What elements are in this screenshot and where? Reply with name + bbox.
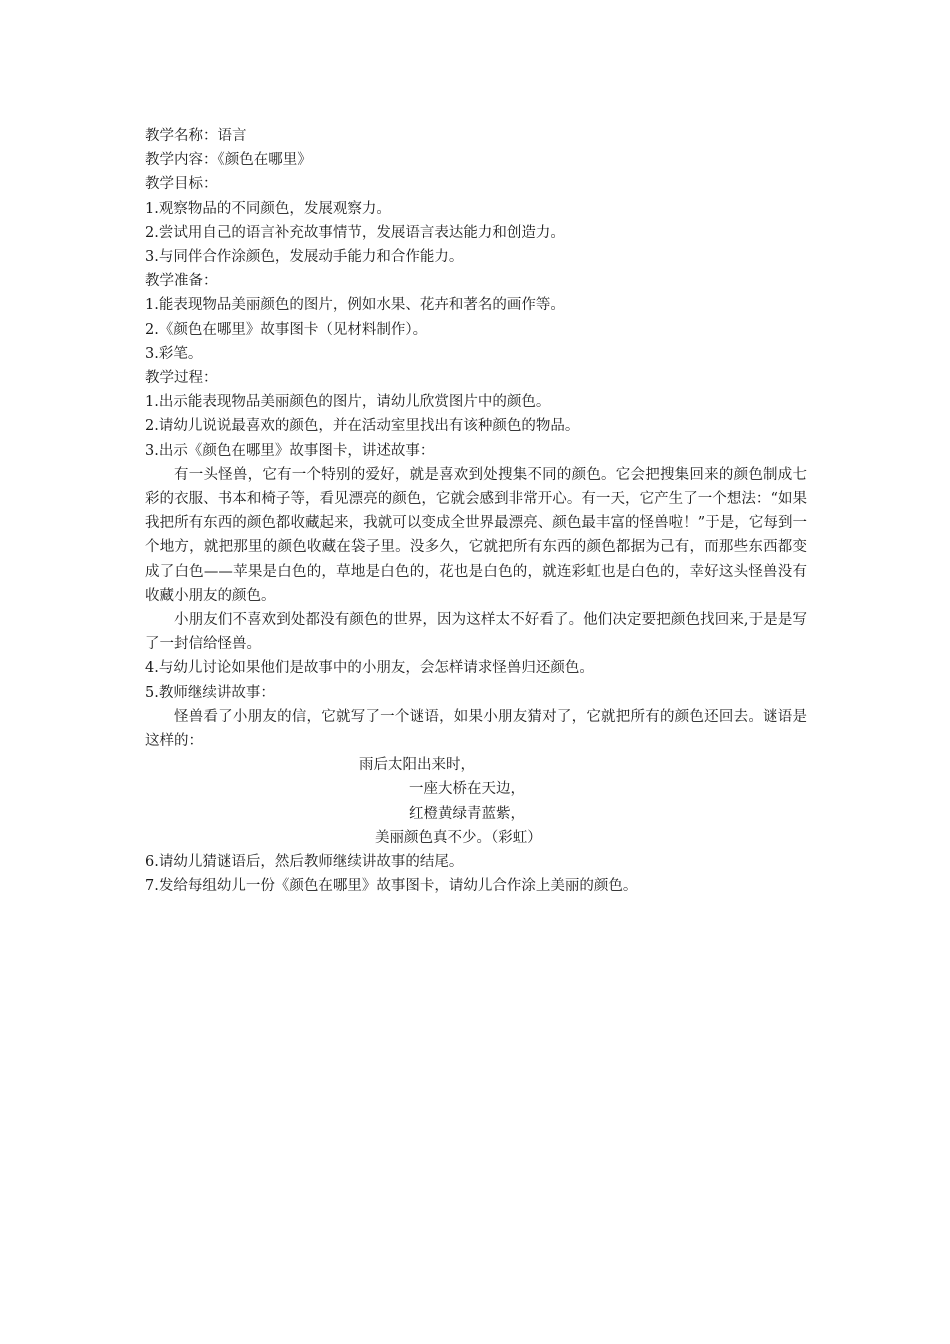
preparation-item: 3.彩笔。 (145, 345, 203, 362)
riddle-line: 红橙黄绿青蓝紫， (409, 805, 525, 822)
preparation-item: 2.《颜色在哪里》故事图卡（见材料制作）。 (145, 321, 428, 338)
riddle-line: 美丽颜色真不少。（彩虹） (375, 829, 542, 846)
process-heading: 教学过程： (145, 370, 218, 387)
lesson-plan-document (145, 124, 807, 899)
objective-item: 1.观察物品的不同颜色，发展观察力。 (145, 200, 391, 217)
story-paragraph: 怪兽看了小朋友的信，它就写了一个谜语，如果小朋友猜对了，它就把所有的颜色还回去。谜语是这样的： (145, 708, 807, 750)
process-step: 6.请幼儿猜谜语后，然后教师继续讲故事的结尾。 (145, 854, 464, 871)
riddle-line: 雨后太阳出来时， (359, 757, 475, 774)
objective-item: 3.与同伴合作涂颜色，发展动手能力和合作能力。 (145, 249, 464, 266)
process-step: 3.出示《颜色在哪里》故事图卡，讲述故事： (145, 442, 435, 459)
process-step: 5.教师继续讲故事： (145, 684, 275, 701)
preparation-item: 1.能表现物品美丽颜色的图片，例如水果、花卉和著名的画作等。 (145, 297, 565, 314)
preparation-heading: 教学准备： (145, 273, 218, 290)
story-paragraph: 有一头怪兽，它有一个特别的爱好，就是喜欢到处搜集不同的颜色。它会把搜集回来的颜色制成七彩的衣服、书本和椅子等，看见漂亮的颜色，它就会感到非常开心。有一天，它产生了一个想法：“如果我把所有东西的颜色都收藏起来，我就可以变成全世界最漂亮、颜色最丰富的怪兽啦！”于是，它每到一个地方，就把那里的颜色收藏在袋子里。没多久，它就把所有东西的颜色都据为己有，而那些东西都变成了白色——苹果是白色的，草地是白色的，花也是白色的，就连彩虹也是白色的，幸好这头怪兽没有收藏小朋友的颜色。 (145, 466, 807, 604)
process-step: 4.与幼儿讨论如果他们是故事中的小朋友，会怎样请求怪兽归还颜色。 (145, 660, 594, 677)
riddle-line: 一座大桥在天边， (409, 781, 525, 798)
process-step: 7.发给每组幼儿一份《颜色在哪里》故事图卡，请幼儿合作涂上美丽的颜色。 (145, 878, 638, 895)
story-paragraph: 小朋友们不喜欢到处都没有颜色的世界，因为这样太不好看了。他们决定要把颜色找回来,于是是写了一封信给怪兽。 (145, 612, 807, 653)
objectives-heading: 教学目标： (145, 176, 218, 193)
lesson-content: 教学内容：《颜色在哪里》 (145, 152, 312, 169)
objective-item: 2.尝试用自己的语言补充故事情节，发展语言表达能力和创造力。 (145, 224, 565, 241)
lesson-name: 教学名称：语言 (145, 128, 247, 144)
process-step: 1.出示能表现物品美丽颜色的图片，请幼儿欣赏图片中的颜色。 (145, 394, 551, 411)
process-step: 2.请幼儿说说最喜欢的颜色，并在活动室里找出有该种颜色的物品。 (145, 418, 580, 435)
